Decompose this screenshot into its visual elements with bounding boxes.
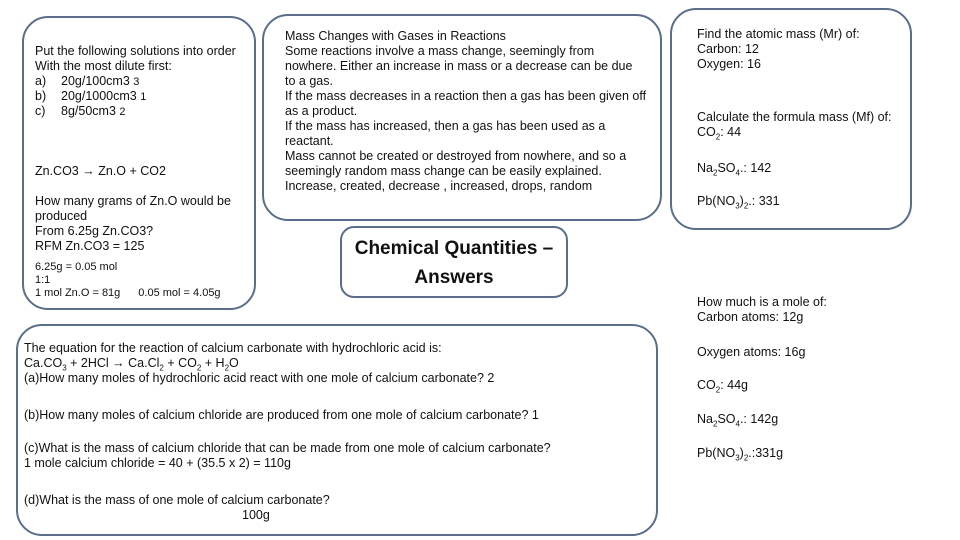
box1-item-c: c) 8g/50cm3 2 — [35, 104, 126, 118]
formula-mass-text: Calculate the formula mass (Mf) of: $CO_2$: 44 — [697, 110, 892, 142]
mole-oxygen: Oxygen atoms: 16g — [697, 345, 806, 359]
zinc-question: How many grams of Zn.O would be produced From 6.25g Zn.CO3? RFM Zn.CO3 = 125 — [35, 194, 231, 253]
dilution-question-text — [35, 44, 236, 119]
arrow-icon: → — [112, 356, 125, 370]
pbno3-mass: $Pb(NO_3)_2$.: 331 — [697, 194, 780, 211]
mole-co2: $CO_2$: 44g — [697, 378, 749, 395]
atomic-mass-text: Find the atomic mass (Mr) of: Carbon: 12 Oxygen: 16 — [697, 27, 860, 71]
page-title: Chemical Quantities – Answers — [340, 226, 568, 298]
question-d: (d)What is the mass of one mole of calcium carbonate? 100g — [24, 493, 330, 522]
zinc-equation: Zn.CO3 → Zn.O + CO2 — [35, 164, 166, 178]
box1-line-1: Put the following solutions into order — [35, 44, 236, 58]
na2so4-mass: $Na_2SO_4$.: 142 — [697, 161, 772, 178]
calcium-carbonate-equation: $Ca.CO_3 + 2HCl \to Ca.Cl_2 + CO_2 + H_2O$ — [24, 356, 239, 373]
question-c: (c)What is the mass of calcium chloride that can be made from one mole of calcium carbonate? 1 mole calcium chloride = 40 + (35.5 x 2) = 110g — [24, 441, 551, 470]
box1-item-a: a) 20g/100cm3 3 — [35, 74, 140, 88]
box1-line-2: With the most dilute first: — [35, 59, 172, 73]
zinc-working: 6.25g = 0.05 mol 1:1 1 mol Zn.O = 81g 0.05 mol = 4.05g — [35, 261, 221, 299]
mass-changes-text: Mass Changes with Gases in Reactions Some reactions involve a mass change, seemingly from nowhere. Either an increase in mass or a decrease can be due to a gas. If the mass decreases in a reaction then a gas has been given off as a product. If the mass has increased, then a gas has been used as a reactant. Mass cannot be created or destroyed from nowhere, and so a seemingly random mass change can be easily explained. Increase, created, decrease , increased, drops, random — [285, 29, 647, 193]
mole-pbno3: $Pb(NO_3)_2.:331g$ — [697, 446, 784, 463]
calcium-carbonate-intro: The equation for the reaction of calcium carbonate with hydrochloric acid is: $Ca.CO_3 + 2HCl \to Ca.Cl_2 + CO_2 + H_2O$ (a)How many moles of hydrochloric acid react with one mole of calcium carbonate? 2 — [24, 341, 495, 385]
question-b: (b)How many moles of calcium chloride are produced from one mole of calcium carbonate? 1 — [24, 408, 539, 422]
arrow-icon: → — [82, 164, 95, 178]
box1-item-b: b) 20g/1000cm3 1 — [35, 89, 147, 103]
mole-heading: How much is a mole of: Carbon atoms: 12g — [697, 295, 827, 324]
mole-na2so4: $Na_2SO_4$.: 142g — [697, 412, 779, 429]
question-d-answer: 100g — [242, 508, 270, 522]
